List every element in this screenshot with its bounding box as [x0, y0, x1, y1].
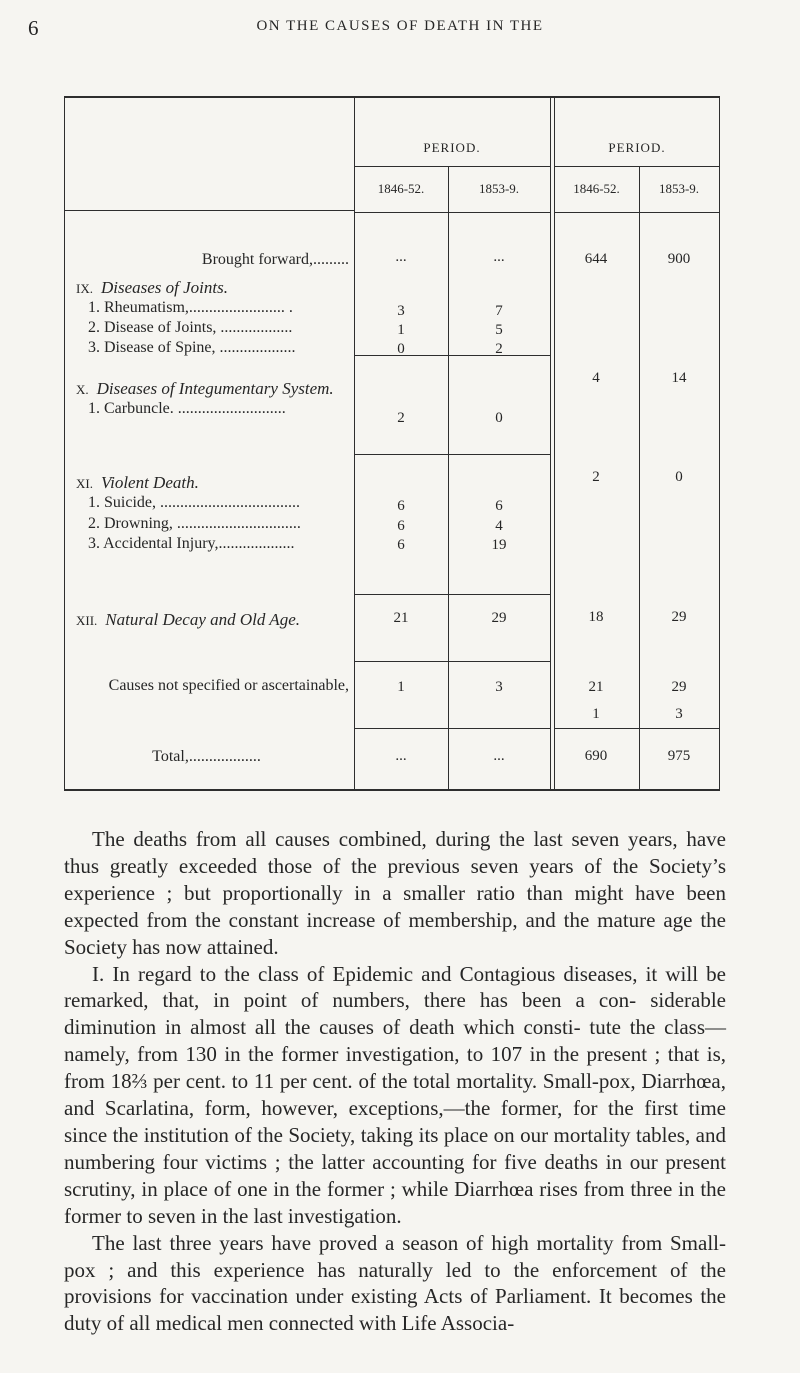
xi-total-b2: 29: [671, 609, 687, 625]
ix-row-3-a1: 0: [397, 341, 405, 357]
running-title: ON THE CAUSES OF DEATH IN THE: [256, 18, 544, 34]
ix-row-3-label: 3. Disease of Spine, ...................: [88, 339, 296, 356]
total-a2: ...: [493, 748, 505, 764]
body-text: [64, 826, 726, 1337]
ix-total-b2: 14: [671, 370, 687, 386]
page-number: 6: [28, 16, 39, 40]
xi-row-2-label: 2. Drowning, ...............................: [88, 515, 301, 532]
unspecified-b2: 3: [675, 706, 683, 722]
total-label: Total,..................: [152, 748, 261, 765]
paragraph-3: The last three years have proved a season of high mortality from Small-pox ; and this experience has naturally led to the enforcement of the provisions for vaccination under existing Acts of Parliament. It becomes the duty of all medical men connected with Life Associa-: [64, 1230, 726, 1336]
period-header-right: PERIOD.: [608, 140, 666, 155]
ix-row-2-a2: 5: [495, 322, 503, 338]
section-x-heading: X. Diseases of Integumentary System.: [76, 379, 334, 398]
section-ix-heading: IX. Diseases of Joints.: [76, 278, 228, 297]
ix-row-1-a1: 3: [397, 303, 405, 319]
unspecified-label: Causes not specified or ascertainable,: [108, 677, 349, 694]
ix-row-1-label: 1. Rheumatism,........................ .: [88, 299, 293, 316]
ix-row-1-a2: 7: [495, 303, 503, 319]
ix-row-2-label: 2. Disease of Joints, ..................: [88, 319, 293, 336]
unspecified-b1: 1: [592, 706, 600, 722]
xi-total-b1: 18: [588, 609, 604, 625]
ix-row-3-a2: 2: [495, 341, 503, 357]
mortality-table: [64, 96, 720, 791]
bf-a1: ...: [395, 249, 407, 265]
x-row-1-a2: 0: [495, 410, 503, 426]
total-b2: 975: [667, 748, 691, 764]
col-a1-header: 1846-52.: [377, 181, 425, 196]
unspecified-a2: 3: [495, 679, 503, 695]
xi-row-3-a2: 19: [491, 537, 507, 553]
paragraph-1: The deaths from all causes combined, during the last seven years, have thus greatly exceeded those of the previous seven years of the Society’s experience ; but proportionally in a smaller ratio than might have been expected from the constant increase of membership, and the mature age the Society has now attained.: [64, 827, 726, 959]
total-b1: 690: [584, 748, 608, 764]
xii-a2: 29: [491, 610, 507, 626]
col-b1-header: 1846-52.: [573, 181, 620, 196]
xi-row-3-a1: 6: [397, 537, 405, 553]
bf-b1: 644: [584, 251, 608, 267]
ix-total-b1: 4: [592, 370, 600, 386]
xi-row-3-label: 3. Accidental Injury,...................: [88, 535, 295, 552]
total-a1: ...: [395, 748, 407, 764]
x-total-b2: 0: [675, 469, 683, 485]
xii-b2: 29: [671, 679, 687, 695]
bf-a2: ...: [493, 249, 505, 265]
xii-b1: 21: [588, 679, 604, 695]
ix-row-2-a1: 1: [397, 322, 405, 338]
col-b2-header: 1853-9.: [658, 181, 700, 196]
xii-a1: 21: [393, 610, 409, 626]
paragraph-2: I. In regard to the class of Epidemic and Contagious diseases, it will be remarked, that, in point of numbers, there has been a con- siderable diminution in almost all the causes of death which consti- tute the class—namely, from 130 in the former investigation, to 107 in the present ; that is, from 18⅔ per cent. to 11 per cent. of the total mortality. Small-pox, Diarrhœa, and Scarlatina, form, however, exceptions,—the former, for the first time since the institution of the Society, taking its place on our mortality tables, and numbering four victims ; the latter accounting for five deaths in our present scrutiny, in place of one in the former ; while Diarrhœa rises from three in the former to seven in the last investigation.: [64, 961, 726, 1228]
period-header-left: PERIOD.: [423, 140, 481, 155]
x-total-b1: 2: [592, 469, 600, 485]
unspecified-a1: 1: [397, 679, 405, 695]
xi-row-1-a2: 6: [495, 498, 503, 514]
xi-row-1-label: 1. Suicide, ...................................: [88, 494, 300, 511]
x-row-1-label: 1. Carbuncle. ...........................: [88, 400, 286, 417]
x-row-1-a1: 2: [397, 410, 405, 426]
xi-row-2-a1: 6: [397, 518, 405, 534]
col-a2-header: 1853-9.: [478, 181, 520, 196]
section-xi-heading: XI. Violent Death.: [76, 473, 199, 492]
xi-row-2-a2: 4: [495, 518, 503, 534]
brought-forward-label: Brought forward,.........: [201, 251, 349, 268]
section-xii-heading: XII. Natural Decay and Old Age.: [76, 610, 300, 629]
bf-b2: 900: [667, 251, 691, 267]
xi-row-1-a1: 6: [397, 498, 405, 514]
